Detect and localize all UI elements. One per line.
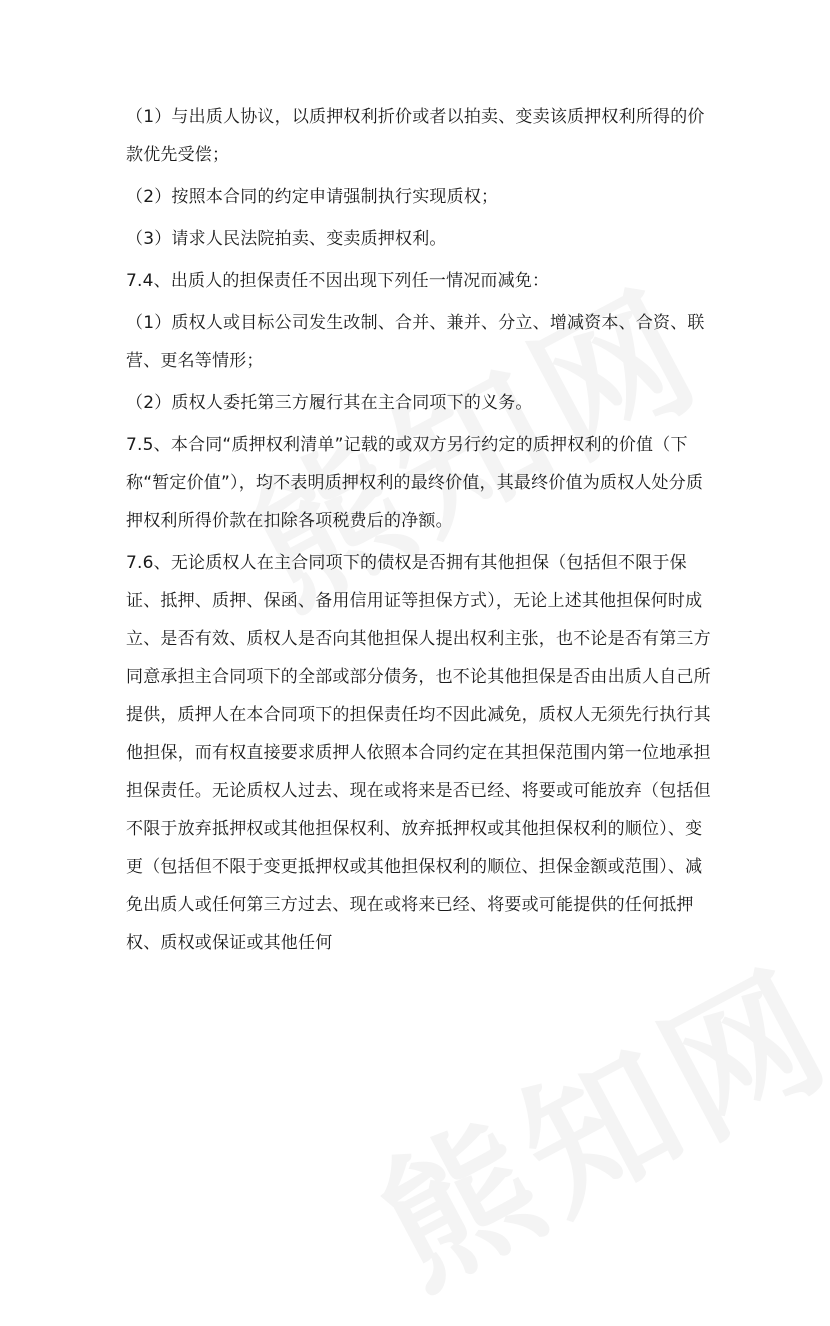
document-body xyxy=(126,98,716,966)
watermark xyxy=(337,910,830,1326)
paragraph-pledge-option-2: （2）按照本合同的约定申请强制执行实现质权； xyxy=(126,187,499,207)
paragraph-pledge-option-1: （1）与出质人协议，以质押权利折价或者以拍卖、变卖该质押权利所得的价款优先受偿； xyxy=(126,107,705,165)
clause-7-5: 7.5、本合同“质押权利清单”记载的或双方另行约定的质押权利的价值（下称“暂定价值”），均不表明质押权利的最终价值，其最终价值为质权人处分质押权利所得价款在扣除各项税费后的净额。 xyxy=(126,435,704,531)
clause-7-4-item-2: （2）质权人委托第三方履行其在主合同项下的义务。 xyxy=(126,393,533,413)
paragraph-pledge-option-3: （3）请求人民法院拍卖、变卖质押权利。 xyxy=(126,229,447,249)
clause-7-4-item-1: （1）质权人或目标公司发生改制、合并、兼并、分立、增减资本、合资、联营、更名等情形； xyxy=(126,313,705,371)
clause-7-4: 7.4、出质人的担保责任不因出现下列任一情况而减免： xyxy=(126,271,550,291)
clause-7-6: 7.6、无论质权人在主合同项下的债权是否拥有其他担保（包括但不限于保证、抵押、质押、保函、备用信用证等担保方式），无论上述其他担保何时成立、是否有效、质权人是否向其他担保人提出权利主张，也不论是否有第三方同意承担主合同项下的全部或部分债务，也不论其他担保是否由出质人自己所提供，质押人在本合同项下的担保责任均不因此减免，质权人无须先行执行其他担保，而有权直接要求质押人依照本合同约定在其担保范围内第一位地承担担保责任。无论质权人过去、现在或将来是否已经、将要或可能放弃（包括但不限于放弃抵押权或其他担保权利、放弃抵押权或其他担保权利的顺位）、变更（包括但不限于变更抵押权或其他担保权利的顺位、担保金额或范围）、减免出质人或任何第三方过去、现在或将来已经、将要或可能提供的任何抵押权、质权或保证或其他任何 xyxy=(126,553,711,953)
